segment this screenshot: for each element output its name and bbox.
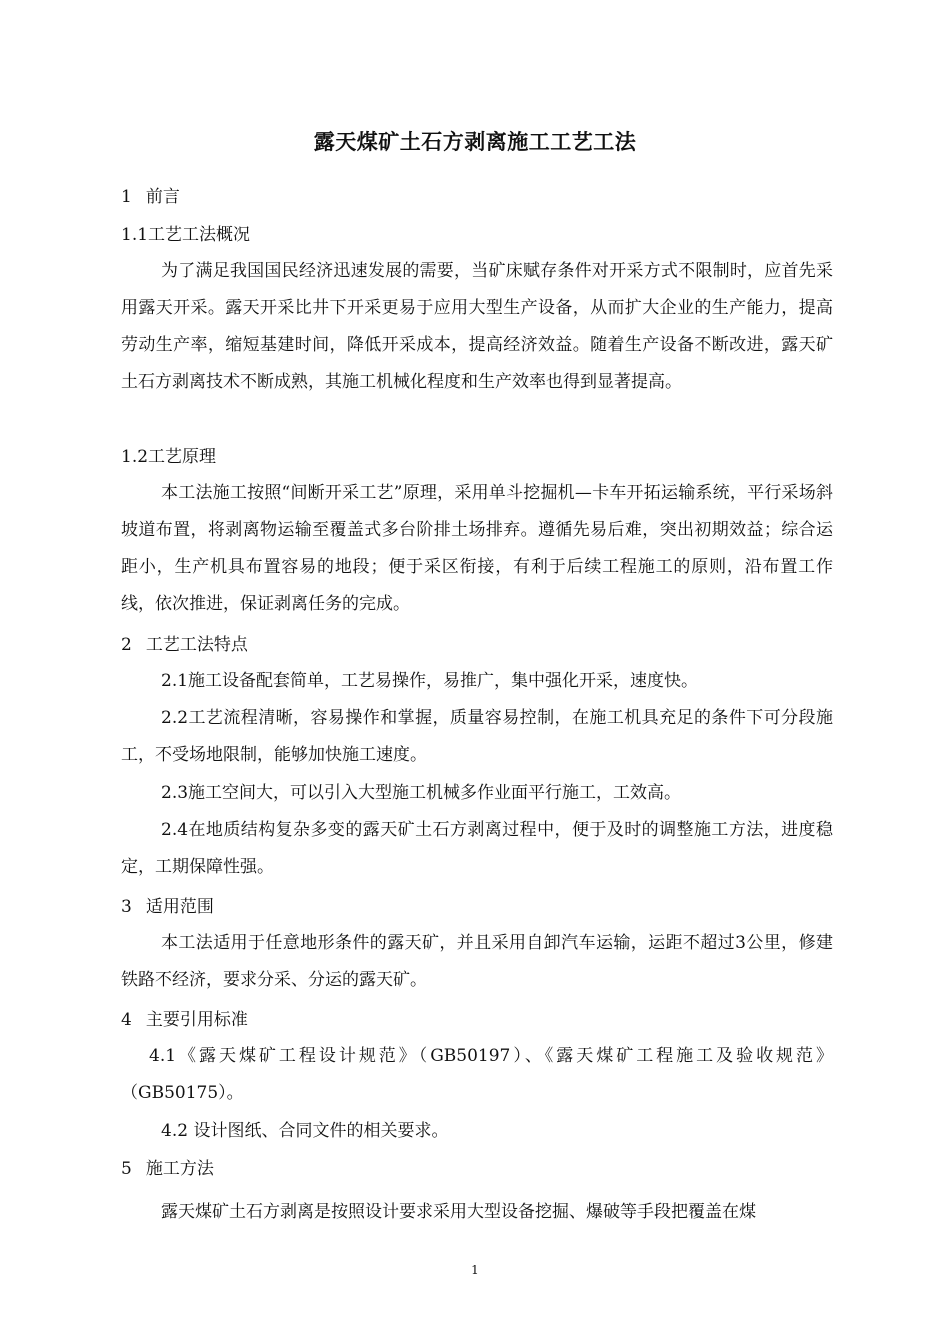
section-1-2-paragraph: 本工法施工按照“间断开采工艺”原理，采用单斗挖掘机—卡车开拓运输系统，平行采场斜坡道布置，将剥离物运输至覆盖式多台阶排土场排弃。遵循先易后难，突出初期效益；综合运距小，生产机具布置容易的地段；便于采区衔接，有利于后续工程施工的原则，沿布置工作线，依次推进，保证剥离任务的完成。 bbox=[121, 483, 833, 614]
section-title: 主要引用标准 bbox=[145, 1010, 248, 1030]
section-4-heading bbox=[121, 1008, 248, 1032]
section-number: 4 bbox=[121, 1010, 132, 1030]
section-4-2-paragraph: 4.2 设计图纸、合同文件的相关要求。 bbox=[161, 1121, 449, 1141]
section-3-heading bbox=[121, 895, 214, 919]
section-2-3-paragraph: 2.3施工空间大，可以引入大型施工机械多作业面平行施工，工效高。 bbox=[161, 783, 682, 803]
section-number: 3 bbox=[121, 897, 132, 917]
section-2-1-paragraph: 2.1施工设备配套简单，工艺易操作，易推广，集中强化开采，速度快。 bbox=[161, 671, 699, 691]
section-4-1-paragraph: 4.1《露天煤矿工程设计规范》（GB50197）、《露天煤矿工程施工及验收规范》（GB50175）。 bbox=[121, 1046, 833, 1103]
page-number: 1 bbox=[471, 1263, 479, 1277]
section-title: 适用范围 bbox=[145, 897, 214, 917]
section-2-heading bbox=[121, 633, 248, 657]
section-title: 工艺工法特点 bbox=[145, 635, 248, 655]
section-title: 施工方法 bbox=[145, 1159, 214, 1179]
section-2-4-paragraph: 2.4在地质结构复杂多变的露天矿土石方剥离过程中，便于及时的调整施工方法，进度稳定，工期保障性强。 bbox=[121, 820, 833, 877]
section-title: 前言 bbox=[145, 187, 180, 207]
section-1-1-heading: 1.1工艺工法概况 bbox=[121, 225, 251, 245]
section-5-paragraph: 露天煤矿土石方剥离是按照设计要求采用大型设备挖掘、爆破等手段把覆盖在煤 bbox=[161, 1202, 756, 1222]
section-number: 2 bbox=[121, 635, 132, 655]
section-1-heading bbox=[121, 185, 180, 209]
section-1-2-heading: 1.2工艺原理 bbox=[121, 447, 217, 467]
document-title: 露天煤矿土石方剥离施工工艺工法 bbox=[313, 130, 637, 154]
section-3-paragraph: 本工法适用于任意地形条件的露天矿，并且采用自卸汽车运输，运距不超过3公里，修建铁路不经济，要求分采、分运的露天矿。 bbox=[121, 933, 833, 990]
section-number: 5 bbox=[121, 1159, 132, 1179]
section-number: 1 bbox=[121, 187, 132, 207]
section-5-heading bbox=[121, 1157, 214, 1181]
section-2-2-paragraph: 2.2工艺流程清晰，容易操作和掌握，质量容易控制，在施工机具充足的条件下可分段施工，不受场地限制，能够加快施工速度。 bbox=[121, 708, 833, 765]
section-1-1-paragraph: 为了满足我国国民经济迅速发展的需要，当矿床赋存条件对开采方式不限制时，应首先采用露天开采。露天开采比井下开采更易于应用大型生产设备，从而扩大企业的生产能力，提高劳动生产率，缩短基建时间，降低开采成本，提高经济效益。随着生产设备不断改进，露天矿土石方剥离技术不断成熟，其施工机械化程度和生产效率也得到显著提高。 bbox=[121, 261, 833, 392]
